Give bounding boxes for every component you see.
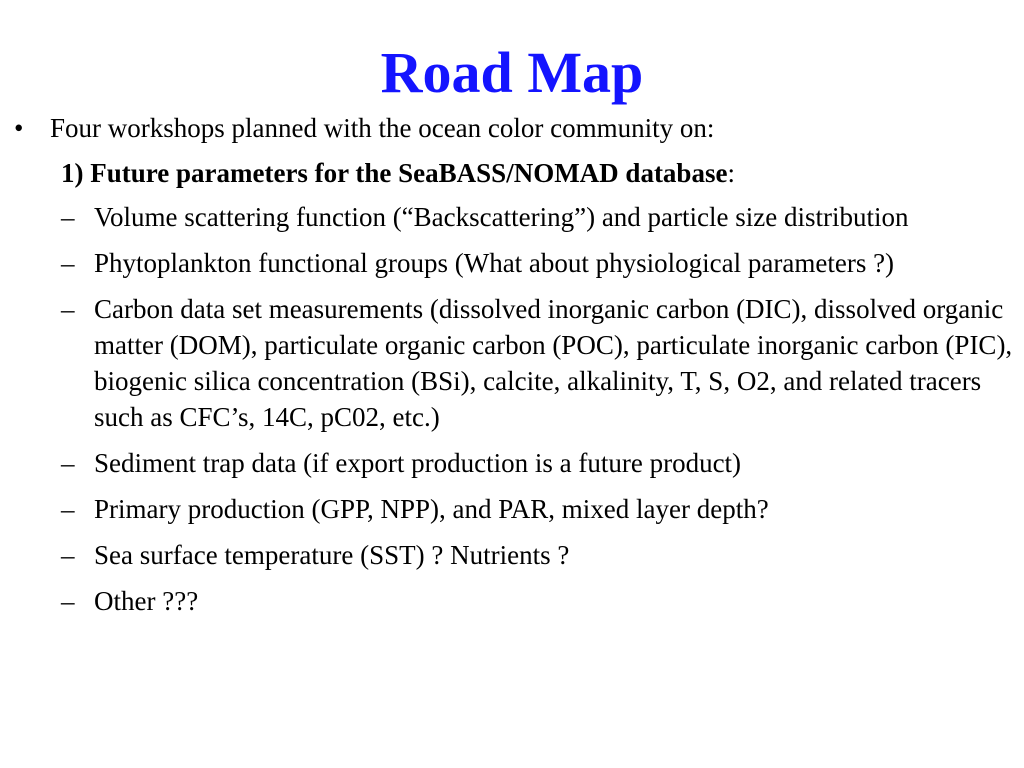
slide-body <box>0 110 1024 629</box>
list-item <box>0 583 1024 619</box>
list-item <box>0 445 1024 481</box>
list-item-text: Primary production (GPP, NPP), and PAR, mixed layer depth? <box>94 494 769 524</box>
subheading <box>0 155 1024 191</box>
dash-marker: – <box>61 294 75 324</box>
list-item-text: Phytoplankton functional groups (What about physiological parameters ?) <box>94 248 895 278</box>
list-item <box>0 291 1024 435</box>
list-item-text: Sea surface temperature (SST) ? Nutrients ? <box>94 540 570 570</box>
list-item <box>0 491 1024 527</box>
list-item-text: Carbon data set measurements (dissolved inorganic carbon (DIC), dissolved organic matter (DOM), particulate organic carbon (POC), particulate inorganic carbon (PIC), biogenic silica concentration (BSi), calcite, alkalinity, T, S, O2, and related tracers such as CFC’s, 14C, pC02, etc.) <box>94 294 1013 432</box>
dash-marker: – <box>61 540 75 570</box>
list-item-text: Other ??? <box>94 586 199 616</box>
list-item <box>0 245 1024 281</box>
main-bullet-text: Four workshops planned with the ocean color community on: <box>50 113 715 143</box>
list-item <box>0 537 1024 573</box>
slide-title: Road Map <box>380 40 644 105</box>
list-item-text: Sediment trap data (if export production is a future product) <box>94 448 742 478</box>
list-item-text: Volume scattering function (“Backscattering”) and particle size distribution <box>94 202 909 232</box>
dash-marker: – <box>61 248 75 278</box>
bullet-marker: • <box>14 113 24 143</box>
subheading-bold-text: 1) Future parameters for the SeaBASS/NOMAD database <box>61 158 728 188</box>
dash-marker: – <box>61 448 75 478</box>
subheading-suffix: : <box>727 158 735 188</box>
sub-item-list <box>0 199 1024 619</box>
list-item <box>0 199 1024 235</box>
dash-marker: – <box>61 202 75 232</box>
dash-marker: – <box>61 586 75 616</box>
main-bullet <box>0 110 1024 146</box>
dash-marker: – <box>61 494 75 524</box>
